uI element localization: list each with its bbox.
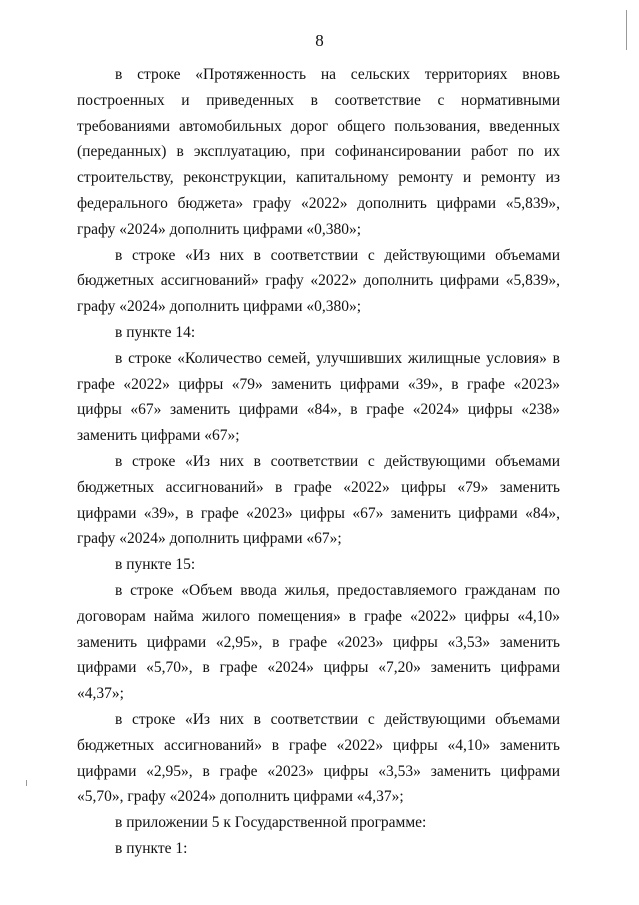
paragraph-families-budget: в строке «Из них в соответствии с действующими объемами бюджетных ассигнований» в графе «2022» цифры «79» заменить цифрами «39», в графе «2023» цифры «67» заменить цифрами «84», графу «2024» дополнить цифрами «67»; (77, 452, 560, 548)
paragraph-road-length: в строке «Протяженность на сельских территориях вновь построенных и приведенных в соответствие с нормативными требованиями автомобильных дорог общего пользования, введенных (переданных) в эксплуатацию, при софинансировании работ по их строительству, реконструкции, капитальному ремонту и ремонту из федерального бюджета» графу «2022» дополнить цифрами «5,839», графу «2024» дополнить цифрами «0,380»; (77, 66, 560, 238)
paragraph-item-1: в пункте 1: (115, 839, 188, 857)
paragraph-families-housing: в строке «Количество семей, улучшивших жилищные условия» в графе «2022» цифры «79» заменить цифрами «39», в графе «2023» цифры «67» заменить цифрами «84», в графе «2024» цифры «238» заменить цифрами «67»; (77, 349, 560, 445)
paragraph-appendix-5: в приложении 5 к Государственной программе: (115, 814, 427, 832)
document-body (77, 62, 560, 862)
paragraph-item-14: в пункте 14: (115, 323, 196, 341)
page-number: 8 (315, 31, 324, 50)
paragraph-housing-budget: в строке «Из них в соответствии с действующими объемами бюджетных ассигнований» в графе «2022» цифры «4,10» заменить цифрами «2,95», в графе «2023» цифры «3,53» заменить цифрами «5,70», графу «2024» дополнить цифрами «4,37»; (77, 710, 560, 806)
paragraph-housing-volume: в строке «Объем ввода жилья, предоставляемого гражданам по договорам найма жилого помещения» в графе «2022» цифры «4,10» заменить цифрами «2,95», в графе «2023» цифры «3,53» заменить цифрами «5,70», в графе «2024» цифры «7,20» заменить цифрами «4,37»; (77, 581, 560, 703)
scan-speck (26, 780, 27, 786)
paragraph-road-budget: в строке «Из них в соответствии с действующими объемами бюджетных ассигнований» графу «2022» дополнить цифрами «5,839», графу «2024» дополнить цифрами «0,380»; (77, 246, 560, 316)
paragraph-item-15: в пункте 15: (115, 556, 196, 574)
